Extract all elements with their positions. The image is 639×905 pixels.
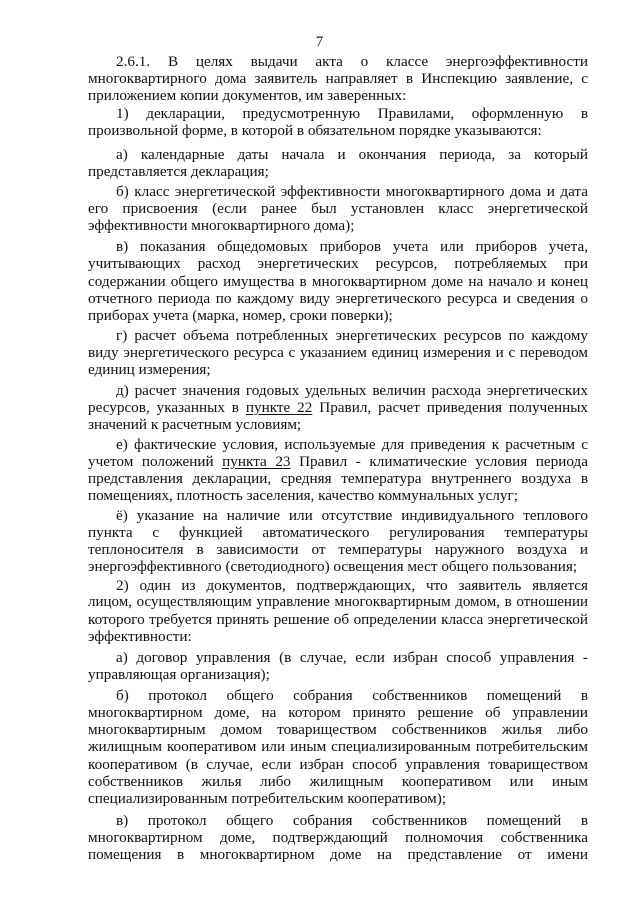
text-run: б) протокол общего собрания собственников помещений в [116, 687, 588, 704]
text-run: жилищным кооперативом или иным специализированным потребительским [88, 738, 588, 755]
text-line [88, 470, 588, 487]
text-line [88, 217, 588, 234]
text-run: отчетного периода по каждому виду энергетического ресурса и сведения о [88, 290, 588, 307]
text-run: которого требуется принять решение об определении класса энергетической [88, 611, 588, 628]
text-run: многоквартирном доме, на котором принято решение об управлении [88, 704, 588, 721]
text-run: приборах учета (марка, номер, сроки поверки); [88, 307, 393, 324]
text-line [88, 399, 588, 416]
text-run: учитывающих расход энергетических ресурсов, потребляемых при [88, 255, 588, 272]
text-line [88, 687, 588, 704]
text-run: единиц измерения; [88, 361, 211, 378]
text-line [88, 238, 588, 255]
text-run: помещениях, плотность заселения, качество коммунальных услуг; [88, 487, 518, 504]
text-line [88, 453, 588, 470]
text-line [88, 611, 588, 628]
text-run: многоквартирного дома заявитель направляет в Инспекцию заявление, с [88, 70, 588, 87]
text-line [88, 756, 588, 773]
text-run: в) протокол общего собрания собственников помещений в [116, 812, 588, 829]
text-line [88, 344, 588, 361]
text-line [88, 704, 588, 721]
text-run: б) класс энергетической эффективности многоквартирного дома и дата [116, 183, 588, 200]
text-run: помещения в многоквартирном доме на представление от имени [88, 846, 588, 863]
text-run: управляющая организация); [88, 666, 270, 683]
text-run: значений к расчетным условиям; [88, 416, 302, 433]
text-line [88, 829, 588, 846]
text-line [88, 255, 588, 272]
text-run: 1) декларации, предусмотренную Правилами, оформленную в [116, 105, 588, 122]
text-run: д) расчет значения годовых удельных величин расхода энергетических [116, 382, 588, 399]
text-line [88, 738, 588, 755]
text-run: е) фактические условия, используемые для приведения к расчетным с [116, 436, 588, 453]
text-line [88, 53, 588, 70]
text-run: а) договор управления (в случае, если избран способ управления - [116, 649, 588, 666]
text-line [88, 273, 588, 290]
text-run: многоквартирном доме, подтверждающий полномочия собственника [88, 829, 588, 846]
text-line [88, 105, 588, 122]
text-run: эффективности многоквартирного дома); [88, 217, 355, 234]
text-run: Правил, расчет приведения полученных [312, 399, 588, 416]
text-run: кооперативом (в случае, если избран способ управления товариществом [88, 756, 588, 773]
text-line [88, 307, 588, 324]
text-run: а) календарные даты начала и окончания периода, за который [116, 146, 588, 163]
text-run: Правил - климатические условия периода [290, 453, 588, 470]
text-run: приложением копии документов, им заверенных: [88, 87, 407, 104]
text-run: произвольной форме, в которой в обязательном порядке указываются: [88, 122, 542, 139]
text-line [88, 436, 588, 453]
text-run: лицом, осуществляющим управление многоквартирным домом, в отношении [88, 594, 588, 610]
text-line [88, 721, 588, 738]
text-run: его присвоения (если ранее был установлен класс энергетической [88, 200, 588, 217]
text-line [88, 163, 588, 180]
text-run: в) показания общедомовых приборов учета или приборов учета, [116, 238, 588, 255]
text-line [88, 846, 588, 863]
text-run: теплоносителя в зависимости от температуры наружного воздуха и [88, 541, 588, 558]
text-run: многоквартирным домом товариществом собственников жилья либо [88, 721, 588, 738]
text-run: ресурсов, указанных в [88, 399, 246, 416]
text-line [88, 541, 588, 558]
text-run: специализированным потребительским кооперативом); [88, 790, 447, 807]
text-line [88, 146, 588, 163]
text-line [88, 122, 588, 139]
text-line [88, 558, 588, 575]
text-line [88, 790, 588, 807]
text-line [88, 290, 588, 307]
text-line [88, 507, 588, 524]
text-line [88, 628, 588, 645]
link-punkt-22[interactable]: пункте 22 [245, 399, 313, 416]
text-line [88, 361, 588, 378]
text-run: представления декларации, средняя температура внутреннего воздуха в [88, 470, 588, 487]
text-run: пункта с функцией автоматического регулирования температуры [88, 524, 588, 541]
text-run: энергоэффективного (светодиодного) освещения мест общего пользования; [88, 558, 578, 575]
text-line [88, 87, 588, 104]
text-line [88, 666, 588, 683]
text-line [88, 416, 588, 433]
text-run: учетом положений [88, 453, 223, 470]
text-run: 2.6.1. В целях выдачи акта о классе энергоэффективности [116, 53, 588, 70]
text-line [88, 70, 588, 87]
text-run: эффективности: [88, 628, 192, 645]
text-run: 2) один из документов, подтверждающих, что заявитель является [116, 577, 588, 594]
text-line [88, 524, 588, 541]
text-line [88, 183, 588, 200]
text-line [88, 487, 588, 504]
text-run: содержании общего имущества в многоквартирном доме на начало и конец [88, 273, 588, 290]
text-run: представляется декларация; [88, 163, 269, 180]
text-run: ё) указание на наличие или отсутствие индивидуального теплового [116, 507, 588, 524]
text-line [88, 773, 588, 790]
link-punkt-23[interactable]: пункта 23 [222, 453, 291, 470]
text-line [88, 200, 588, 217]
text-line [88, 812, 588, 829]
text-line [88, 382, 588, 399]
text-run: собственников жилья либо жилищным кооперативом или иным [88, 773, 588, 790]
text-line [88, 327, 588, 344]
page-number: 7 [315, 34, 324, 50]
text-run: виду энергетического ресурса с указанием единиц измерения и с переводом [88, 344, 588, 361]
text-run: г) расчет объема потребленных энергетических ресурсов по каждому [116, 327, 588, 344]
text-line [88, 594, 588, 611]
text-line [88, 649, 588, 666]
text-line [88, 577, 588, 594]
